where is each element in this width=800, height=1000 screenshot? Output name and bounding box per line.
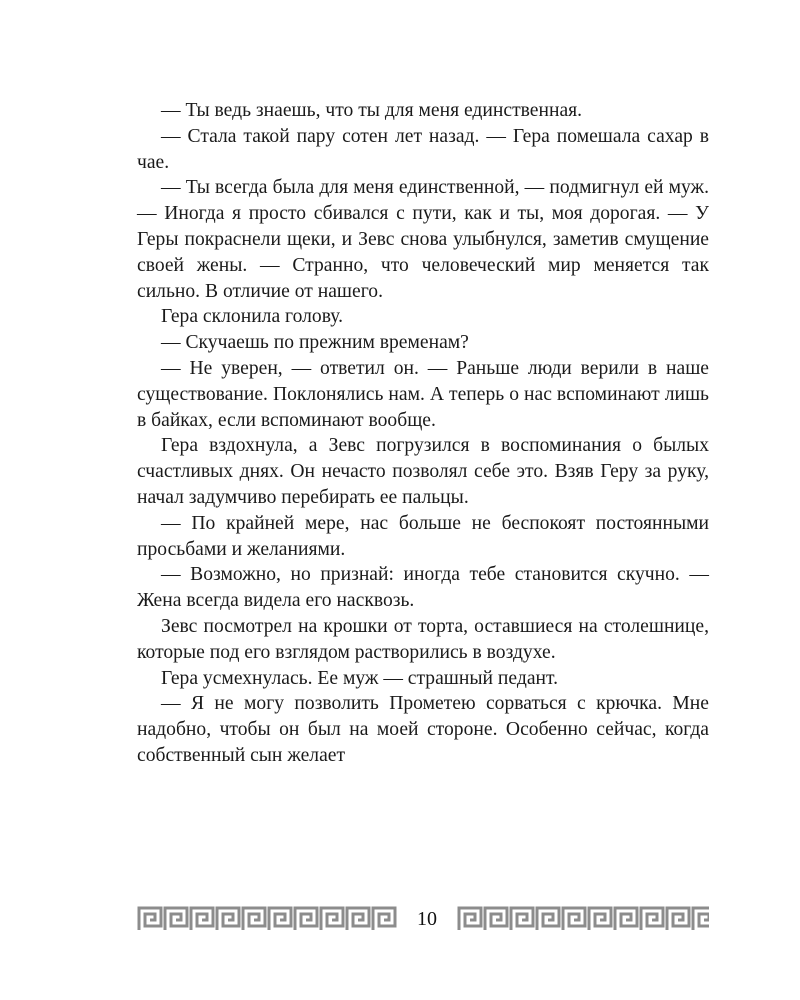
paragraph: Гера усмехнулась. Ее муж — страшный педант. bbox=[161, 667, 558, 689]
page-footer bbox=[137, 906, 709, 932]
paragraph: Зевс посмотрел на крошки от торта, оставшиеся на столешнице, которые под его взглядом растворились в воздухе. bbox=[137, 615, 709, 663]
paragraph: — Ты ведь знаешь, что ты для меня единственная. bbox=[161, 100, 583, 121]
paragraph: Гера склонила голову. bbox=[161, 306, 344, 328]
paragraph: — Возможно, но признай: иногда тебе становится скучно. — Жена всегда видела его насквозь. bbox=[137, 564, 709, 612]
page-number: 10 bbox=[397, 906, 457, 932]
page-body bbox=[137, 98, 709, 769]
paragraph: — Скучаешь по прежним временам? bbox=[161, 332, 469, 354]
paragraph: — Не уверен, — ответил он. — Раньше люди верили в наше существование. Поклонялись нам. А теперь о нас вспоминают лишь в байках, если вспоминают вообще. bbox=[137, 357, 709, 431]
paragraph: — Я не могу позволить Прометею сорваться с крючка. Мне надобно, чтобы он был на моей стороне. Особенно сейчас, когда собственный сын желает bbox=[137, 693, 709, 766]
greek-key-ornament-left bbox=[137, 906, 397, 932]
greek-key-ornament-right bbox=[457, 906, 709, 932]
paragraph: — Ты всегда была для меня единственной, — подмигнул ей муж. — Иногда я просто сбивался с пути, как и ты, моя дорогая. — У Геры покраснели щеки, и Зевс снова улыбнулся, заметив смущение своей жены. — Странно, что человеческий мир меняется так сильно. В отличие от нашего. bbox=[137, 177, 709, 302]
paragraph: Гера вздохнула, а Зевс погрузился в воспоминания о былых счастливых днях. Он нечасто позволял себе это. Взяв Геру за руку, начал задумчиво перебирать ее пальцы. bbox=[137, 435, 709, 508]
paragraph: — Стала такой пару сотен лет назад. — Гера помешала сахар в чае. bbox=[137, 125, 709, 173]
paragraph: — По крайней мере, нас больше не беспокоят постоянными просьбами и желаниями. bbox=[137, 512, 709, 560]
